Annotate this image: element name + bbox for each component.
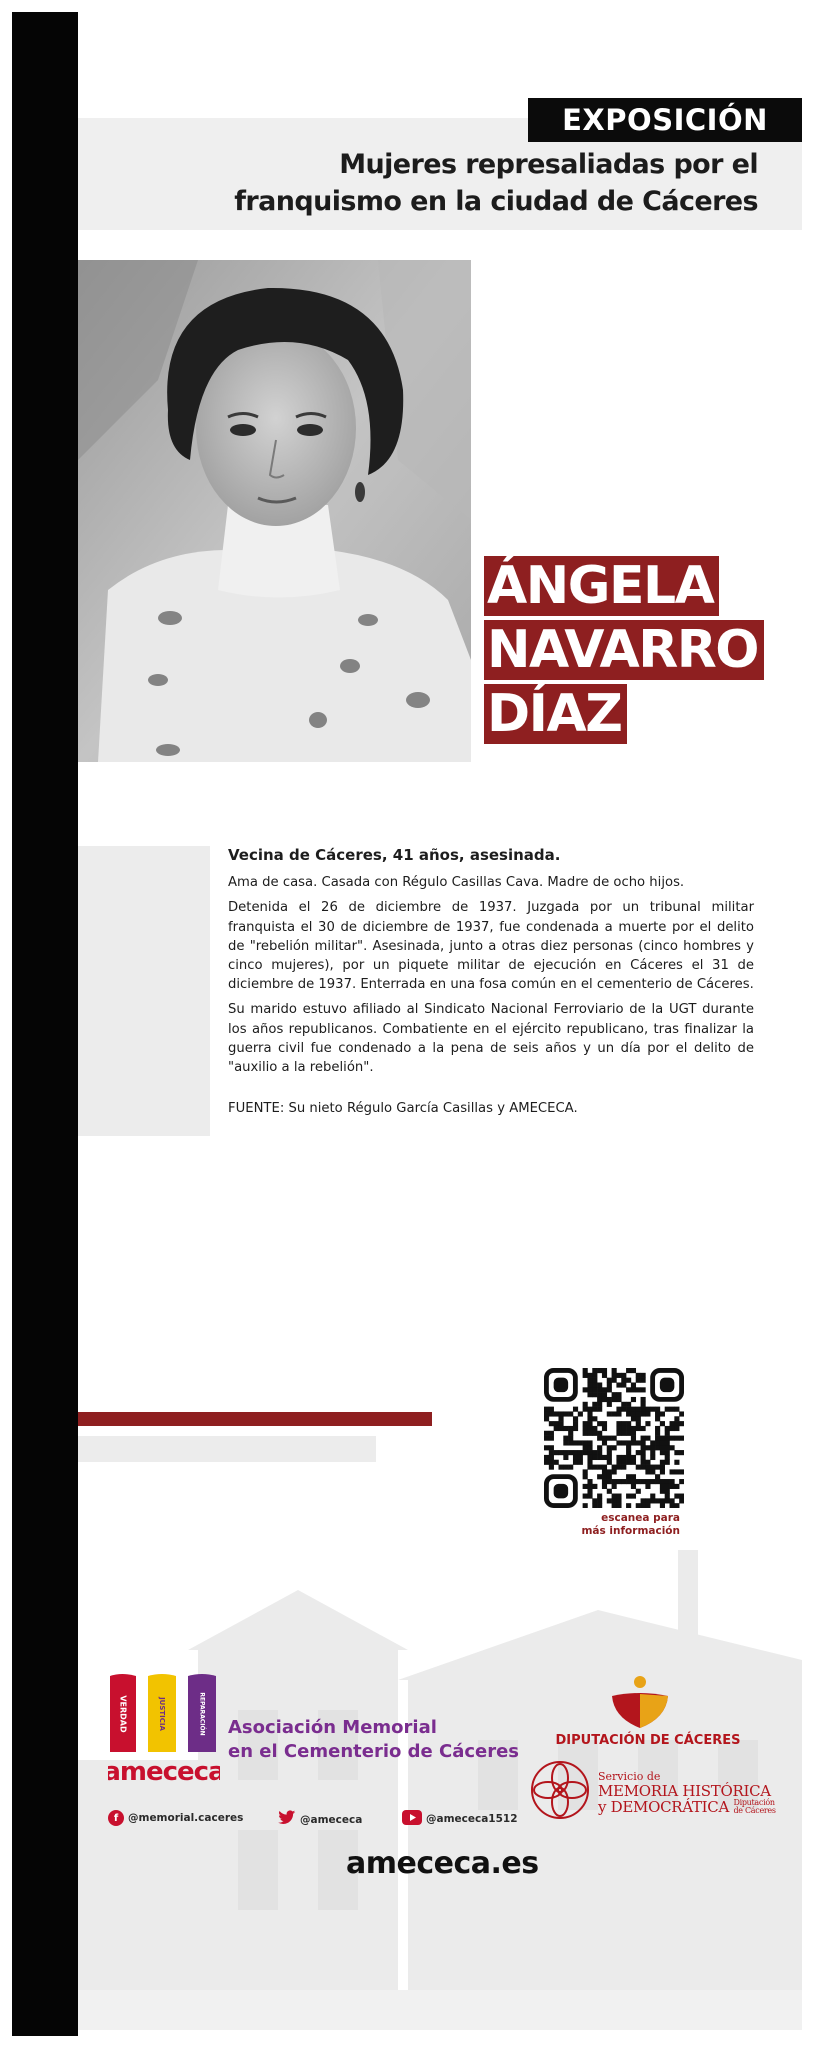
twitter-handle: @amececa — [300, 1813, 363, 1826]
bar-justicia: JUSTICIA — [158, 1697, 166, 1731]
exhibition-title — [158, 146, 758, 220]
twitter-link[interactable] — [278, 1810, 362, 1829]
bio-source: FUENTE: Su nieto Régulo García Casillas y AMECECA. — [228, 1101, 578, 1117]
left-black-bar — [12, 12, 78, 2036]
title-line-1: Mujeres represaliadas por el — [339, 149, 758, 180]
servicio-small-1: Diputación — [733, 1798, 775, 1807]
website-link[interactable]: amececa.es — [346, 1846, 539, 1881]
bar-reparacion: REPARACIÓN — [198, 1692, 206, 1736]
memoria-historica-text — [598, 1770, 776, 1815]
youtube-handle: @amececa1512 — [426, 1813, 518, 1825]
amececa-wordmark: amececa — [108, 1757, 220, 1787]
facebook-icon: f — [108, 1810, 124, 1826]
name-line-2: NAVARRO — [484, 620, 764, 680]
twitter-icon — [278, 1810, 296, 1829]
portrait-photo — [78, 260, 471, 762]
servicio-line-2: MEMORIA HISTÓRICA — [598, 1782, 771, 1800]
association-name-line-2: en el Cementerio de Cáceres — [228, 1741, 520, 1762]
association-name-line-1: Asociación Memorial — [228, 1717, 437, 1738]
text-side-band — [78, 846, 210, 1136]
diputacion-name: DIPUTACIÓN DE CÁCERES — [555, 1733, 741, 1748]
qr-caption-line-1: escanea para — [601, 1512, 680, 1524]
servicio-small — [733, 1799, 775, 1815]
bio-paragraph-1: Ama de casa. Casada con Régulo Casillas Cava. Madre de ocho hijos. — [228, 875, 685, 891]
servicio-line-3-main: y DEMOCRÁTICA — [598, 1798, 729, 1816]
bio-lead: Vecina de Cáceres, 41 años, asesinada. — [228, 846, 561, 864]
biography — [228, 846, 754, 1124]
servicio-line-3 — [598, 1799, 776, 1815]
exhibition-badge: EXPOSICIÓN — [528, 98, 802, 142]
name-line-3: DÍAZ — [484, 684, 627, 744]
red-rule — [78, 1412, 432, 1426]
memoria-historica-logo — [528, 1758, 592, 1822]
amececa-logo — [108, 1672, 220, 1788]
person-name — [484, 556, 764, 748]
qr-caption-line-2: más información — [581, 1525, 680, 1537]
youtube-link[interactable] — [402, 1810, 518, 1828]
servicio-line-1: Servicio de — [598, 1770, 661, 1783]
facebook-handle: @memorial.caceres — [128, 1812, 244, 1824]
bar-verdad: VERDAD — [118, 1695, 128, 1733]
servicio-small-2: de Cáceres — [733, 1806, 776, 1815]
title-line-2: franquismo en la ciudad de Cáceres — [234, 186, 758, 217]
bio-paragraph-3: Su marido estuvo afiliado al Sindicato Nacional Ferroviario de la UGT durante los años republicanos. Combatiente en el ejército republicano, tras finalizar la guerra civil fue condenado a la pena de seis años y un día por el delito de "auxilio a la rebelión". — [228, 1002, 754, 1076]
qr-code[interactable] — [544, 1368, 684, 1508]
grey-rule — [78, 1436, 376, 1462]
facebook-link[interactable] — [108, 1810, 243, 1826]
name-line-1: ÁNGELA — [484, 556, 719, 616]
bio-paragraph-2: Detenida el 26 de diciembre de 1937. Juzgada por un tribunal militar franquista el 30 de diciembre de 1937, fue condenada a muerte por el delito de "rebelión militar". Asesinada, junto a otras diez personas (cinco hombres y cinco mujeres), por un piquete militar de ejecución en Cáceres el 31 de diciembre de 1937. Enterrada en una fosa común en el cementerio de Cáceres. — [228, 900, 754, 993]
diputacion-logo — [606, 1672, 674, 1732]
youtube-icon — [402, 1810, 422, 1828]
association-name — [228, 1716, 519, 1764]
